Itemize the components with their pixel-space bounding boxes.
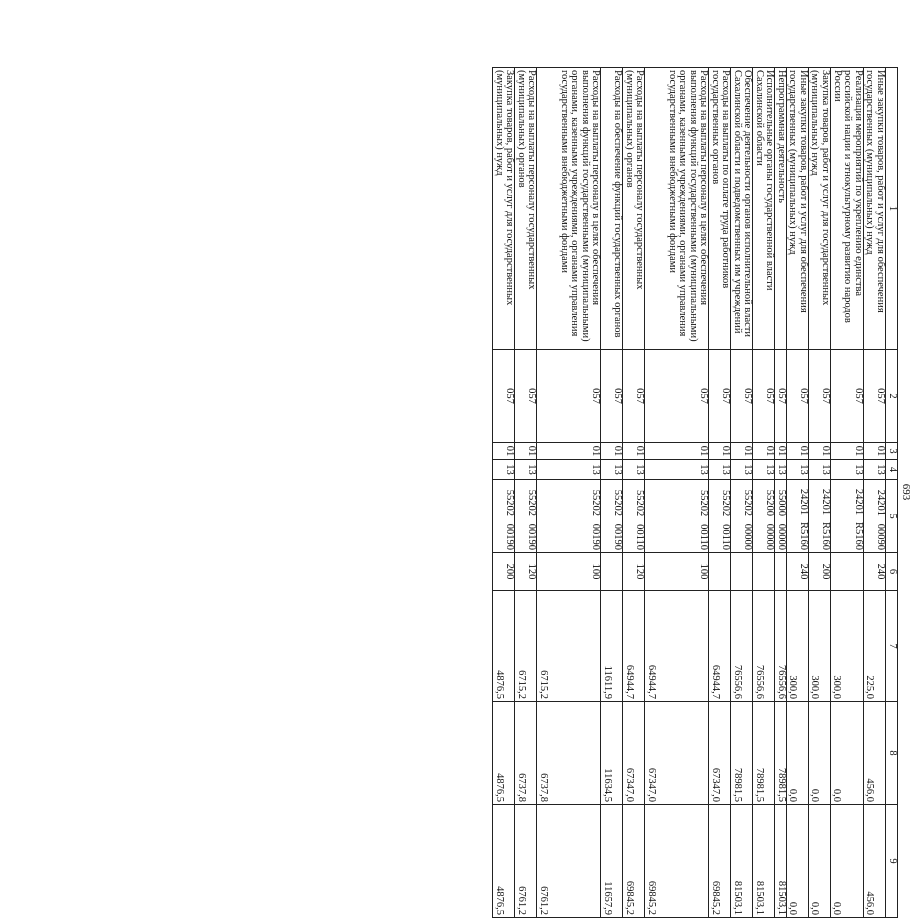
cell-amount-2: 78981,5 (753, 702, 775, 805)
cell-amount-1: 6715,2 (515, 591, 537, 702)
cell-target-article (709, 480, 731, 553)
cell-target-article (623, 480, 645, 553)
cell-subsection: 13 (601, 460, 623, 480)
cell-amount-3: 0,0 (787, 805, 809, 918)
table-row (731, 68, 753, 918)
cell-admin: 057 (645, 350, 709, 443)
cell-amount-2: 0,0 (809, 702, 831, 805)
cell-expense-type: 100 (645, 553, 709, 591)
cell-target-article: 55202 (526, 489, 538, 516)
cell-target-article: 55000 (776, 489, 787, 516)
cell-subsection: 13 (623, 460, 645, 480)
cell-expense-type: 120 (623, 553, 645, 591)
cell-amount-2: 11634,5 (601, 702, 623, 805)
cell-target-article (645, 480, 709, 553)
cell-amount-2: 4876,5 (493, 702, 515, 805)
cell-section: 01 (864, 443, 886, 460)
budget-table (493, 67, 899, 918)
cell-expense-type: 100 (537, 553, 601, 591)
cell-section: 01 (831, 443, 864, 460)
col-header: 6 (886, 553, 898, 591)
cell-amount-3: 456,0 (864, 805, 886, 918)
cell-amount-1: 64944,7 (623, 591, 645, 702)
cell-admin: 057 (493, 350, 515, 443)
table-row (809, 68, 831, 918)
cell-subsection: 13 (515, 460, 537, 480)
col-header: 7 (886, 591, 898, 702)
cell-subsection: 13 (787, 460, 809, 480)
cell-admin: 057 (864, 350, 886, 443)
cell-amount-3: 81503,1 (731, 805, 753, 918)
cell-amount-1: 76556,6 (731, 591, 753, 702)
table-row (864, 68, 886, 918)
cell-subsection: 13 (809, 460, 831, 480)
cell-amount-1: 4876,5 (493, 591, 515, 702)
cell-name: Исполнительные органы государственной власти Сахалинской области (753, 68, 775, 350)
header-row (886, 68, 898, 918)
cell-target-article: 55202 (612, 489, 624, 516)
cell-target-code: 00000 (742, 523, 754, 550)
cell-name: Реализация мероприятий по укреплению единства российской нации и этнокультурному развитию народов России (831, 68, 864, 350)
cell-admin: 057 (537, 350, 601, 443)
table-body (493, 68, 886, 918)
cell-target-code: R5160 (853, 521, 864, 550)
cell-target-code: 00190 (590, 523, 602, 550)
cell-section: 01 (787, 443, 809, 460)
cell-admin: 057 (709, 350, 731, 443)
cell-section: 01 (775, 443, 787, 460)
cell-expense-type (731, 553, 753, 591)
cell-section: 01 (601, 443, 623, 460)
cell-amount-1: 6715,2 (537, 591, 601, 702)
cell-target-article (493, 480, 515, 553)
cell-admin: 057 (623, 350, 645, 443)
cell-target-article: 55202 (742, 489, 754, 516)
cell-target-article (731, 480, 753, 553)
cell-amount-1: 300,0 (831, 591, 864, 702)
col-header: 1 (886, 68, 898, 350)
cell-target-article: 24201 (853, 488, 864, 516)
cell-amount-3: 81503,1 (753, 805, 775, 918)
cell-admin: 057 (731, 350, 753, 443)
table-row (709, 68, 731, 918)
cell-subsection: 13 (831, 460, 864, 480)
cell-expense-type (775, 553, 787, 591)
cell-amount-2: 6737,8 (515, 702, 537, 805)
cell-target-article: 55202 (634, 489, 646, 517)
cell-target-code: R5160 (798, 521, 809, 550)
cell-amount-3: 81503,1 (775, 805, 787, 918)
col-header: 5 (886, 480, 898, 553)
cell-expense-type: 200 (493, 553, 515, 591)
cell-amount-2: 67347,0 (623, 702, 645, 805)
cell-section: 01 (645, 443, 709, 460)
cell-section: 01 (515, 443, 537, 460)
cell-subsection: 13 (731, 460, 753, 480)
table-row (537, 68, 601, 918)
cell-amount-1: 76556,6 (775, 591, 787, 702)
cell-amount-3: 6761,2 (537, 805, 601, 918)
table-row (775, 68, 787, 918)
cell-name: Расходы на обеспечение функций государственных органов (601, 68, 623, 350)
cell-amount-2: 67347,0 (645, 702, 709, 805)
col-header: 4 (886, 460, 898, 480)
cell-target-article: 55202 (720, 489, 732, 517)
cell-amount-1: 300,0 (809, 591, 831, 702)
cell-target-article (864, 480, 886, 553)
cell-amount-2: 78981,5 (731, 702, 753, 805)
cell-expense-type: 120 (515, 553, 537, 591)
table-row (787, 68, 809, 918)
cell-target-article (787, 480, 809, 553)
cell-amount-1: 300,0 (787, 591, 809, 702)
cell-section: 01 (731, 443, 753, 460)
cell-section: 01 (753, 443, 775, 460)
cell-target-article (515, 480, 537, 553)
cell-name: Обеспечение деятельности органов исполнительной власти Сахалинской области и подведомственных им учреждений (731, 68, 753, 350)
cell-expense-type (831, 553, 864, 591)
cell-amount-1: 225,0 (864, 591, 886, 702)
cell-name: Расходы на выплаты персоналу в целях обеспечения выполнения функций государственными (муниципальными) органами, казенными учреждениями, органами управления государственными внебюджетными фондами (645, 68, 709, 350)
cell-subsection: 13 (864, 460, 886, 480)
cell-amount-3: 4876,5 (493, 805, 515, 918)
col-header: 8 (886, 702, 898, 805)
cell-section: 01 (493, 443, 515, 460)
cell-subsection: 13 (753, 460, 775, 480)
table-row (831, 68, 864, 918)
cell-section: 01 (809, 443, 831, 460)
table-row (493, 68, 515, 918)
cell-subsection: 13 (537, 460, 601, 480)
cell-target-code: 00090 (875, 523, 886, 550)
col-header: 3 (886, 443, 898, 460)
cell-expense-type: 240 (864, 553, 886, 591)
cell-amount-3: 0,0 (809, 805, 831, 918)
cell-name: Расходы на выплаты персоналу государственных (муниципальных) органов (623, 68, 645, 350)
table-row (515, 68, 537, 918)
cell-target-code: 00110 (634, 524, 646, 550)
cell-target-article: 55202 (698, 489, 710, 517)
cell-expense-type (709, 553, 731, 591)
cell-subsection: 13 (775, 460, 787, 480)
cell-amount-2: 0,0 (831, 702, 864, 805)
cell-name: Иные закупки товаров, работ и услуг для обеспечения государственных (муниципальных) нужд (787, 68, 809, 350)
cell-name: Закупка товаров, работ и услуг для государственных (муниципальных) нужд (493, 68, 515, 350)
col-header: 2 (886, 350, 898, 443)
document-page (357, 67, 912, 917)
cell-amount-2: 456,0 (864, 702, 886, 805)
cell-target-article (753, 480, 775, 553)
cell-amount-3: 69845,2 (623, 805, 645, 918)
cell-name: Расходы на выплаты персоналу государственных (муниципальных) органов (515, 68, 537, 350)
cell-name: Непрограммная деятельность (775, 68, 787, 350)
cell-name: Закупка товаров, работ и услуг для государственных (муниципальных) нужд (809, 68, 831, 350)
cell-target-article: 55202 (590, 489, 602, 516)
cell-target-article (831, 480, 864, 553)
col-header: 9 (886, 805, 898, 918)
cell-subsection: 13 (493, 460, 515, 480)
cell-name: Иные закупки товаров, работ и услуг для обеспечения государственных (муниципальных) нужд (864, 68, 886, 350)
table-row (645, 68, 709, 918)
cell-target-article: 24201 (798, 488, 809, 516)
cell-target-article (809, 480, 831, 553)
cell-target-article (775, 480, 787, 553)
cell-target-article: 55200 (764, 489, 776, 516)
cell-amount-1: 76556,6 (753, 591, 775, 702)
cell-target-article (537, 480, 601, 553)
cell-target-code: 00190 (526, 523, 538, 550)
cell-admin: 057 (601, 350, 623, 443)
cell-expense-type: 240 (787, 553, 809, 591)
cell-section: 01 (709, 443, 731, 460)
cell-expense-type (601, 553, 623, 591)
cell-admin: 057 (753, 350, 775, 443)
cell-amount-2: 0,0 (787, 702, 809, 805)
cell-target-code: 00110 (720, 524, 732, 550)
cell-amount-1: 64944,7 (709, 591, 731, 702)
cell-name: Расходы на выплаты по оплате труда работников государственных органов (709, 68, 731, 350)
cell-section: 01 (537, 443, 601, 460)
cell-amount-1: 11611,9 (601, 591, 623, 702)
cell-amount-3: 69845,2 (645, 805, 709, 918)
cell-target-article: 24201 (820, 488, 831, 516)
cell-target-code: 00000 (776, 523, 787, 550)
table-row (601, 68, 623, 918)
cell-amount-2: 67347,0 (709, 702, 731, 805)
cell-target-article: 24201 (875, 489, 886, 516)
cell-amount-3: 69845,2 (709, 805, 731, 918)
cell-name: Расходы на выплаты персоналу в целях обеспечения выполнения функций государственными (муниципальными) органами, казенными учреждениями, органами управления государственными внебюджетными фондами (537, 68, 601, 350)
cell-target-code: 00190 (504, 523, 516, 550)
cell-amount-2: 78981,5 (775, 702, 787, 805)
cell-amount-3: 0,0 (831, 805, 864, 918)
cell-target-code: 00110 (698, 524, 710, 550)
cell-expense-type (753, 553, 775, 591)
cell-target-article (601, 480, 623, 553)
cell-amount-1: 64944,7 (645, 591, 709, 702)
cell-expense-type: 200 (809, 553, 831, 591)
cell-subsection: 13 (709, 460, 731, 480)
table-row (753, 68, 775, 918)
cell-target-code: R5160 (820, 521, 831, 550)
page-number: 693 (900, 483, 912, 501)
table-row (623, 68, 645, 918)
cell-amount-3: 11657,9 (601, 805, 623, 918)
cell-admin: 057 (831, 350, 864, 443)
cell-target-article: 55202 (504, 489, 516, 516)
cell-amount-3: 6761,2 (515, 805, 537, 918)
cell-amount-2: 6737,8 (537, 702, 601, 805)
cell-target-code: 00000 (764, 523, 776, 550)
cell-admin: 057 (775, 350, 787, 443)
cell-admin: 057 (515, 350, 537, 443)
cell-subsection: 13 (645, 460, 709, 480)
cell-admin: 057 (809, 350, 831, 443)
cell-section: 01 (623, 443, 645, 460)
cell-admin: 057 (787, 350, 809, 443)
cell-target-code: 00190 (612, 523, 624, 550)
